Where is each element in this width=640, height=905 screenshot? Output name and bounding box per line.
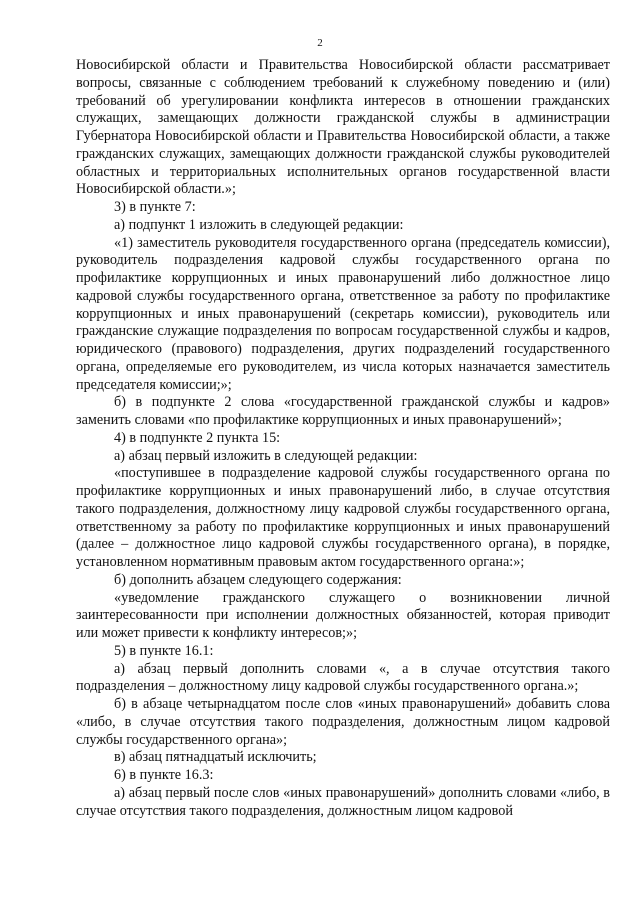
- paragraph-item-3: 3) в пункте 7:: [114, 199, 196, 215]
- paragraph-item-4b: б) дополнить абзацем следующего содержания:: [114, 571, 402, 588]
- paragraph-item-5: 5) в пункте 16.1:: [114, 642, 214, 659]
- document-body: [76, 57, 610, 820]
- paragraph-item-5c: в) абзац пятнадцатый исключить;: [114, 749, 317, 766]
- paragraph-intro-continuation: Новосибирской области и Правительства Новосибирской области рассматривает вопросы, связанные с соблюдением требований к служебному поведению и (или) требований об урегулировании конфликта интересов в отношении гражданских служащих, замещающих должности гражданской службы в администрации Губернатора Новосибирской области и Правительства Новосибирской области, а также гражданских служащих, замещающих должности гражданской службы руководителей областных и территориальных исполнительных органов государственной власти Новосибирской области.»;: [76, 57, 610, 198]
- paragraph-item-5b: б) в абзаце четырнадцатом после слов «иных правонарушений» добавить слова «либо, в случае отсутствия такого подразделения, должностным лицом кадровой службы государственного органа»;: [76, 696, 610, 748]
- paragraph-item-3a-text: «1) заместитель руководителя государственного органа (председатель комиссии), руководитель подразделения кадровой службы государственного органа по профилактике коррупционных и иных правонарушений либо должностное лицо кадровой службы государственного органа, ответственное за работу по профилактике коррупционных и иных правонарушений (секретарь комиссии), руководитель или гражданские служащие подразделения по вопросам государственной службы и кадров, юридического (правового) подразделения, других подразделений государственного органа, определяемые его руководителем, из числа которых назначается заместитель председателя комиссии;»;: [76, 234, 610, 393]
- paragraph-item-3a: а) подпункт 1 изложить в следующей редакции:: [114, 216, 404, 233]
- page-number: 2: [317, 37, 323, 49]
- paragraph-item-4a: а) абзац первый изложить в следующей редакции:: [114, 447, 418, 464]
- paragraph-item-3b: б) в подпункте 2 слова «государственной гражданской службы и кадров» заменить словами «по профилактике коррупционных и иных правонарушений»;: [76, 394, 610, 428]
- paragraph-item-6: 6) в пункте 16.3:: [114, 767, 214, 783]
- paragraph-item-5a: а) абзац первый дополнить словами «, а в случае отсутствия такого подразделения – должностному лицу кадровой службы государственного органа.»;: [76, 660, 610, 695]
- paragraph-item-6a: а) абзац первый после слов «иных правонарушений» дополнить словами «либо, в случае отсутствия такого подразделения, должностным лицом кадровой: [76, 784, 610, 819]
- paragraph-item-4b-text: «уведомление гражданского служащего о возникновении личной заинтересованности при исполнении должностных обязанностей, которая приводит или может привести к конфликту интересов;»;: [76, 589, 610, 641]
- paragraph-item-4: 4) в подпункте 2 пункта 15:: [114, 429, 281, 446]
- paragraph-item-4a-text: «поступившее в подразделение кадровой службы государственного органа по профилактике коррупционных и иных правонарушений либо, в случае отсутствия такого подразделения, должностному лицу кадровой службы государственного органа, ответственному за работу по профилактике коррупционных и иных правонарушений (далее – должностное лицо кадровой службы государственного органа), в порядке, установленном нормативным правовым актом государственного органа:»;: [76, 465, 610, 570]
